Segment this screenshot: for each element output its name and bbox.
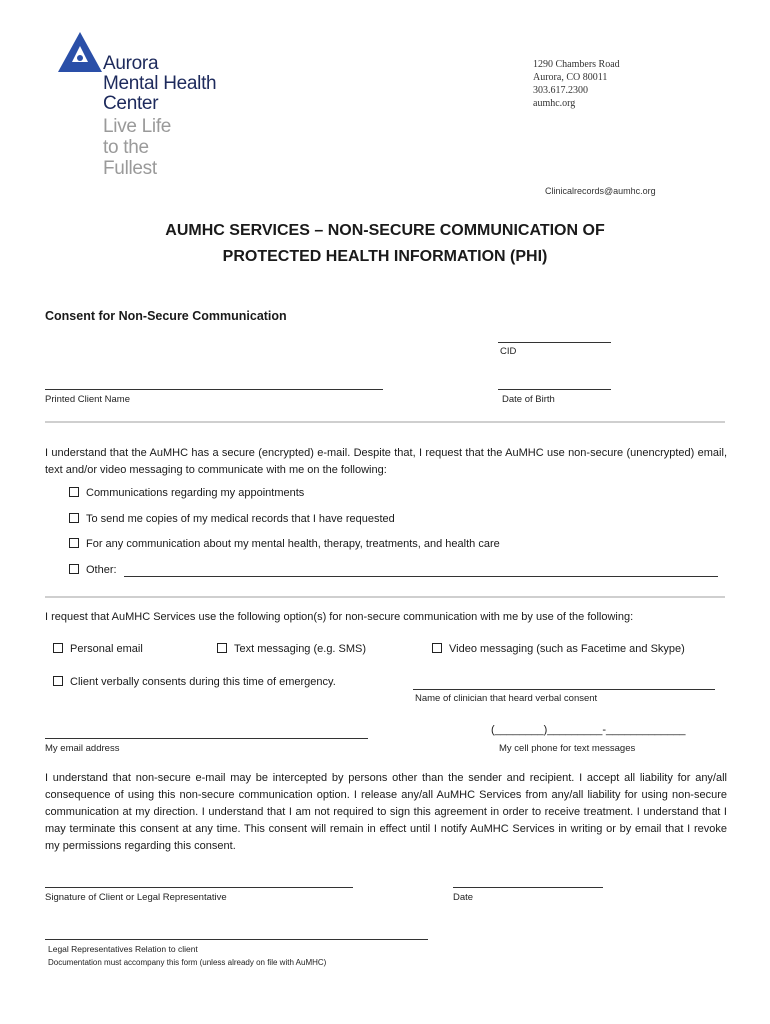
address-city: Aurora, CO 80011: [533, 72, 608, 83]
logo-tagline-line: to the: [103, 137, 149, 158]
logo-tagline-line: Live Life: [103, 116, 172, 137]
option-label: Text messaging (e.g. SMS): [234, 643, 367, 655]
topic-records[interactable]: [69, 513, 395, 525]
date-label: Date: [453, 892, 474, 903]
address-block: [533, 58, 620, 110]
section-divider: [45, 421, 725, 423]
signature-field[interactable]: [45, 887, 353, 888]
options-intro: I request that AuMHC Services use the following option(s) for non-secure communication with me by use of the following:: [45, 611, 634, 623]
cell-phone-field[interactable]: (________)_________-_____________: [491, 724, 686, 736]
logo-name-line: Aurora: [103, 53, 159, 74]
checkbox-icon[interactable]: [432, 643, 442, 653]
topic-label: To send me copies of my medical records that I have requested: [86, 513, 395, 525]
option-text-messaging[interactable]: [217, 643, 366, 655]
email-label: My email address: [45, 743, 120, 754]
option-label: Video messaging (such as Facetime and Skype): [449, 643, 685, 655]
checkbox-icon[interactable]: [53, 643, 63, 653]
clinician-name-field[interactable]: [413, 689, 715, 690]
intro-paragraph: I understand that the AuMHC has a secure (encrypted) e-mail. Despite that, I request that the AuMHC use non-secure (unencrypted) email, text and/or video messaging to communicate with me on the following:: [45, 447, 727, 476]
checkbox-icon[interactable]: [69, 487, 79, 497]
checkbox-icon[interactable]: [69, 513, 79, 523]
option-personal-email[interactable]: [53, 643, 143, 655]
address-street: 1290 Chambers Road: [533, 59, 620, 70]
section-divider: [45, 596, 725, 598]
logo-mountain-icon: [58, 32, 102, 72]
topic-label: Communications regarding my appointments: [86, 487, 305, 499]
option-verbal-consent[interactable]: [53, 676, 336, 688]
document-title-line2: PROTECTED HEALTH INFORMATION (PHI): [222, 248, 548, 265]
documentation-note: Documentation must accompany this form (unless already on file with AuMHC): [48, 958, 327, 967]
topic-label: For any communication about my mental health, therapy, treatments, and health care: [86, 538, 500, 550]
other-topic-field[interactable]: [124, 576, 718, 577]
date-field[interactable]: [453, 887, 603, 888]
dob-field[interactable]: [498, 389, 611, 390]
topic-health-care[interactable]: [69, 538, 500, 550]
address-phone: 303.617.2300: [533, 85, 588, 96]
checkbox-icon[interactable]: [53, 676, 63, 686]
records-email: Clinicalrecords@aumhc.org: [545, 186, 656, 196]
cell-phone-label: My cell phone for text messages: [499, 743, 636, 754]
logo-tagline: [103, 116, 171, 179]
relation-field[interactable]: [45, 939, 428, 940]
logo-name-line: Center: [103, 93, 159, 114]
topic-label: Other:: [86, 564, 117, 576]
cid-field[interactable]: [498, 342, 611, 343]
printed-name-label: Printed Client Name: [45, 394, 131, 405]
option-label: Client verbally consents during this time of emergency.: [70, 676, 336, 688]
logo-name-line: Mental Health: [103, 73, 217, 94]
printed-name-field[interactable]: [45, 389, 383, 390]
checkbox-icon[interactable]: [217, 643, 227, 653]
checkbox-icon[interactable]: [69, 564, 79, 574]
document-title-line1: AUMHC SERVICES – NON-SECURE COMMUNICATION OF: [165, 222, 605, 239]
cid-label: CID: [500, 346, 517, 357]
relation-label: Legal Representatives Relation to client: [48, 944, 198, 954]
dob-label: Date of Birth: [502, 394, 555, 405]
consent-heading: Consent for Non-Secure Communication: [45, 309, 287, 323]
logo-tagline-line: Fullest: [103, 158, 157, 179]
option-label: Personal email: [70, 643, 143, 655]
clinician-label: Name of clinician that heard verbal consent: [415, 693, 598, 704]
address-web: aumhc.org: [533, 98, 576, 109]
checkbox-icon[interactable]: [69, 538, 79, 548]
logo-name: [103, 54, 216, 114]
topic-other[interactable]: [69, 564, 117, 576]
email-field[interactable]: [45, 738, 368, 739]
signature-label: Signature of Client or Legal Representative: [45, 892, 227, 903]
liability-paragraph: I understand that non-secure e-mail may be intercepted by persons other than the sender and recipient. I accept all liability for any/all consequence of using this non-secure communication option. I release any/all AuMHC Services from any/all liability for using non-secure communication at my direction. I understand that I am not required to sign this agreement in order to receive treatment. I understand that I may terminate this consent at any time. This consent will remain in effect until I notify AuMHC Services in writing or by email that I revoke my permissions regarding this consent.: [45, 772, 727, 852]
topic-appointments[interactable]: [69, 487, 304, 499]
option-video-messaging[interactable]: [432, 643, 685, 655]
